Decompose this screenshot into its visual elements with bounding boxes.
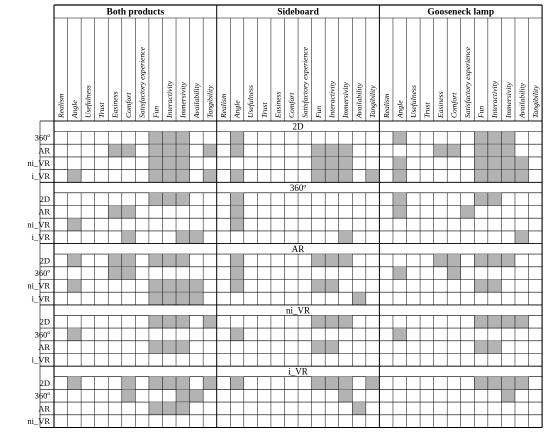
column-header: Fun <box>151 105 161 118</box>
highlight-cell <box>162 292 176 305</box>
highlight-cell <box>122 377 136 390</box>
highlight-cell <box>393 132 407 145</box>
highlight-cell <box>515 170 529 183</box>
highlight-cell <box>501 377 515 390</box>
highlight-cell <box>339 231 353 244</box>
row-label: i_VR <box>31 293 50 304</box>
row-label: 360º <box>34 268 50 278</box>
highlight-cell <box>230 132 244 145</box>
highlight-cell <box>108 144 122 157</box>
group-header: Both products <box>106 7 165 18</box>
highlight-cell <box>68 280 82 293</box>
highlight-cell <box>203 170 217 183</box>
highlight-cell <box>461 206 475 219</box>
highlight-cell <box>339 377 353 390</box>
highlight-cell <box>149 254 163 267</box>
highlight-cell <box>352 292 366 305</box>
highlight-cell <box>190 231 204 244</box>
row-label: ni_VR <box>27 416 50 426</box>
highlight-cell <box>325 341 339 354</box>
column-header: Tangibility <box>368 85 378 118</box>
column-header: Immersivity <box>503 82 513 118</box>
highlight-cell <box>474 280 488 293</box>
highlight-cell <box>515 377 529 390</box>
column-header: Interactivity <box>164 80 174 118</box>
row-label: AR <box>38 145 50 156</box>
highlight-cell <box>176 231 190 244</box>
section-title: i_VR <box>288 366 308 377</box>
column-header: Satisfactory experience <box>463 46 473 118</box>
column-header: Interactivity <box>490 80 500 118</box>
row-label: 360º <box>34 132 50 143</box>
highlight-cell <box>162 315 176 328</box>
highlight-cell <box>474 315 488 328</box>
highlight-cell <box>149 170 163 183</box>
highlight-cell <box>488 280 502 293</box>
highlight-cell <box>339 157 353 170</box>
highlight-cell <box>325 144 339 157</box>
highlight-cell <box>325 377 339 390</box>
highlight-cell <box>149 315 163 328</box>
highlight-cell <box>162 157 176 170</box>
highlight-cell <box>176 170 190 183</box>
row-label: ni_VR <box>27 219 50 230</box>
highlight-cell <box>488 377 502 390</box>
highlight-cell <box>230 206 244 219</box>
highlight-cell <box>190 292 204 305</box>
highlight-cell <box>434 144 448 157</box>
highlight-cell <box>176 280 190 293</box>
highlight-cell <box>122 254 136 267</box>
section-title: ni_VR <box>286 305 311 316</box>
highlight-cell <box>190 389 204 402</box>
row-label: AR <box>38 342 50 352</box>
highlight-cell <box>176 157 190 170</box>
section-title: 360º <box>289 182 307 193</box>
highlight-cell <box>312 254 326 267</box>
highlight-cell <box>366 377 380 390</box>
column-header: Availability <box>354 82 364 118</box>
highlight-cell <box>312 170 326 183</box>
highlight-cell <box>203 377 217 390</box>
highlight-cell <box>488 341 502 354</box>
highlight-cell <box>312 144 326 157</box>
highlight-cell <box>434 254 448 267</box>
highlight-cell <box>393 193 407 206</box>
column-header: Immersivity <box>178 82 188 118</box>
column-header: Tangibility <box>530 85 540 118</box>
highlight-cell <box>162 254 176 267</box>
highlight-cell <box>312 341 326 354</box>
highlight-cell <box>162 132 176 145</box>
highlight-cell <box>447 254 461 267</box>
highlight-cell <box>501 254 515 267</box>
highlight-cell <box>501 315 515 328</box>
highlight-cell <box>230 328 244 341</box>
highlight-cell <box>176 341 190 354</box>
row-label: 2D <box>39 255 50 266</box>
highlight-cell <box>176 315 190 328</box>
row-label: 2D <box>39 377 50 388</box>
column-header: Immersivity <box>341 82 351 118</box>
highlight-cell <box>393 157 407 170</box>
highlight-cell <box>474 341 488 354</box>
highlight-cell <box>501 132 515 145</box>
highlight-cell <box>325 280 339 293</box>
highlight-cell <box>230 170 244 183</box>
highlight-cell <box>325 254 339 267</box>
highlight-cell <box>325 157 339 170</box>
highlight-cell <box>501 170 515 183</box>
column-header: Realism <box>56 93 66 118</box>
highlight-cell <box>162 341 176 354</box>
highlight-cell <box>474 254 488 267</box>
highlight-cell <box>366 170 380 183</box>
column-header: Satisfactory experience <box>300 46 310 118</box>
highlight-cell <box>393 206 407 219</box>
highlight-cell <box>515 157 529 170</box>
highlight-cell <box>312 280 326 293</box>
highlight-cell <box>122 144 136 157</box>
column-header: Comfort <box>449 92 459 118</box>
highlight-cell <box>339 389 353 402</box>
row-label: AR <box>38 403 50 414</box>
column-header: Realism <box>219 93 229 118</box>
highlight-cell <box>176 132 190 145</box>
highlight-cell <box>122 206 136 219</box>
highlight-cell <box>176 254 190 267</box>
highlight-cell <box>122 389 136 402</box>
row-label: 360º <box>34 329 50 340</box>
column-header: Angle <box>232 100 242 118</box>
highlight-cell <box>149 193 163 206</box>
highlight-cell <box>474 157 488 170</box>
highlight-cell <box>312 157 326 170</box>
highlight-cell <box>162 280 176 293</box>
highlight-cell <box>447 267 461 280</box>
column-header: Availability <box>191 82 201 118</box>
highlight-cell <box>501 144 515 157</box>
column-header: Interactivity <box>327 80 337 118</box>
row-label: 360º <box>34 390 50 401</box>
highlight-cell <box>176 144 190 157</box>
highlight-cell <box>176 193 190 206</box>
column-header: Realism <box>381 93 391 118</box>
highlight-cell <box>149 157 163 170</box>
highlight-cell <box>108 206 122 219</box>
highlight-cell <box>203 315 217 328</box>
highlight-cell <box>149 132 163 145</box>
highlight-cell <box>393 267 407 280</box>
column-header: Fun <box>476 105 486 118</box>
highlight-cell <box>488 315 502 328</box>
highlight-cell <box>352 402 366 415</box>
row-label: 2D <box>39 194 50 204</box>
highlight-cell <box>162 144 176 157</box>
row-label: i_VR <box>31 354 50 365</box>
highlight-cell <box>230 267 244 280</box>
highlight-cell <box>68 377 82 390</box>
highlight-cell <box>474 132 488 145</box>
column-header: Usefulness <box>246 85 256 118</box>
highlight-cell <box>230 193 244 206</box>
highlight-cell <box>149 292 163 305</box>
highlight-cell <box>230 280 244 293</box>
group-header: Gooseneck lamp <box>427 7 495 18</box>
highlight-cell <box>515 315 529 328</box>
highlight-cell <box>162 193 176 206</box>
highlight-cell <box>176 292 190 305</box>
highlight-cell <box>149 341 163 354</box>
column-header: Satisfactory experience <box>137 46 147 118</box>
highlight-cell <box>447 144 461 157</box>
highlight-cell <box>230 144 244 157</box>
column-header: Fun <box>313 105 323 118</box>
highlight-cell <box>176 377 190 390</box>
highlight-cell <box>230 377 244 390</box>
highlight-cell <box>149 280 163 293</box>
highlight-cell <box>488 193 502 206</box>
highlight-cell <box>474 377 488 390</box>
highlight-cell <box>176 402 190 415</box>
highlight-cell <box>68 218 82 231</box>
row-label: ni_VR <box>27 280 50 291</box>
column-header: Angle <box>69 100 79 118</box>
section-title: 2D <box>292 121 304 132</box>
column-header: Availability <box>517 82 527 118</box>
highlight-cell <box>149 402 163 415</box>
group-header: Sideboard <box>277 7 319 18</box>
highlight-cell <box>474 144 488 157</box>
highlight-cell <box>339 254 353 267</box>
highlight-cell <box>162 402 176 415</box>
highlight-cell <box>230 218 244 231</box>
highlight-cell <box>393 170 407 183</box>
highlight-cell <box>474 170 488 183</box>
highlight-cell <box>108 267 122 280</box>
column-header: Easiness <box>110 91 120 118</box>
highlight-cell <box>488 157 502 170</box>
highlight-cell <box>176 389 190 402</box>
highlight-cell <box>312 315 326 328</box>
section-title: AR <box>291 244 305 255</box>
highlight-cell <box>488 170 502 183</box>
highlight-cell <box>488 144 502 157</box>
highlight-cell <box>325 170 339 183</box>
highlight-cell <box>162 377 176 390</box>
column-header: Usefulness <box>83 85 93 118</box>
highlight-cell <box>393 328 407 341</box>
highlight-cell <box>149 377 163 390</box>
highlight-cell <box>122 231 136 244</box>
highlight-cell <box>501 389 515 402</box>
highlight-cell <box>339 170 353 183</box>
highlight-cell <box>339 144 353 157</box>
row-label: 2D <box>39 316 50 327</box>
highlight-cell <box>68 254 82 267</box>
highlight-cell <box>339 315 353 328</box>
highlight-cell <box>325 315 339 328</box>
highlight-cell <box>501 157 515 170</box>
column-header: Easiness <box>273 91 283 118</box>
highlight-cell <box>122 267 136 280</box>
column-header: Comfort <box>124 92 134 118</box>
row-label: AR <box>38 206 50 217</box>
highlight-cell <box>190 280 204 293</box>
column-header: Trust <box>259 102 269 118</box>
column-header: Comfort <box>286 92 296 118</box>
highlight-cell <box>68 170 82 183</box>
highlight-cell <box>230 254 244 267</box>
highlight-cell <box>488 254 502 267</box>
highlight-cell <box>312 377 326 390</box>
highlight-cell <box>108 254 122 267</box>
highlight-cell <box>474 193 488 206</box>
highlight-cell <box>488 132 502 145</box>
column-header: Trust <box>422 102 432 118</box>
row-label: ni_VR <box>27 158 50 169</box>
highlight-cell <box>68 328 82 341</box>
row-label: i_VR <box>31 170 50 181</box>
column-header: Trust <box>97 102 107 118</box>
highlight-cell <box>515 231 529 244</box>
highlight-cell <box>203 144 217 157</box>
row-label: i_VR <box>31 232 50 243</box>
column-header: Tangibility <box>205 85 215 118</box>
highlight-cell <box>162 170 176 183</box>
column-header: Angle <box>395 100 405 118</box>
column-header: Easiness <box>436 91 446 118</box>
highlight-cell <box>149 144 163 157</box>
column-header: Usefulness <box>408 85 418 118</box>
